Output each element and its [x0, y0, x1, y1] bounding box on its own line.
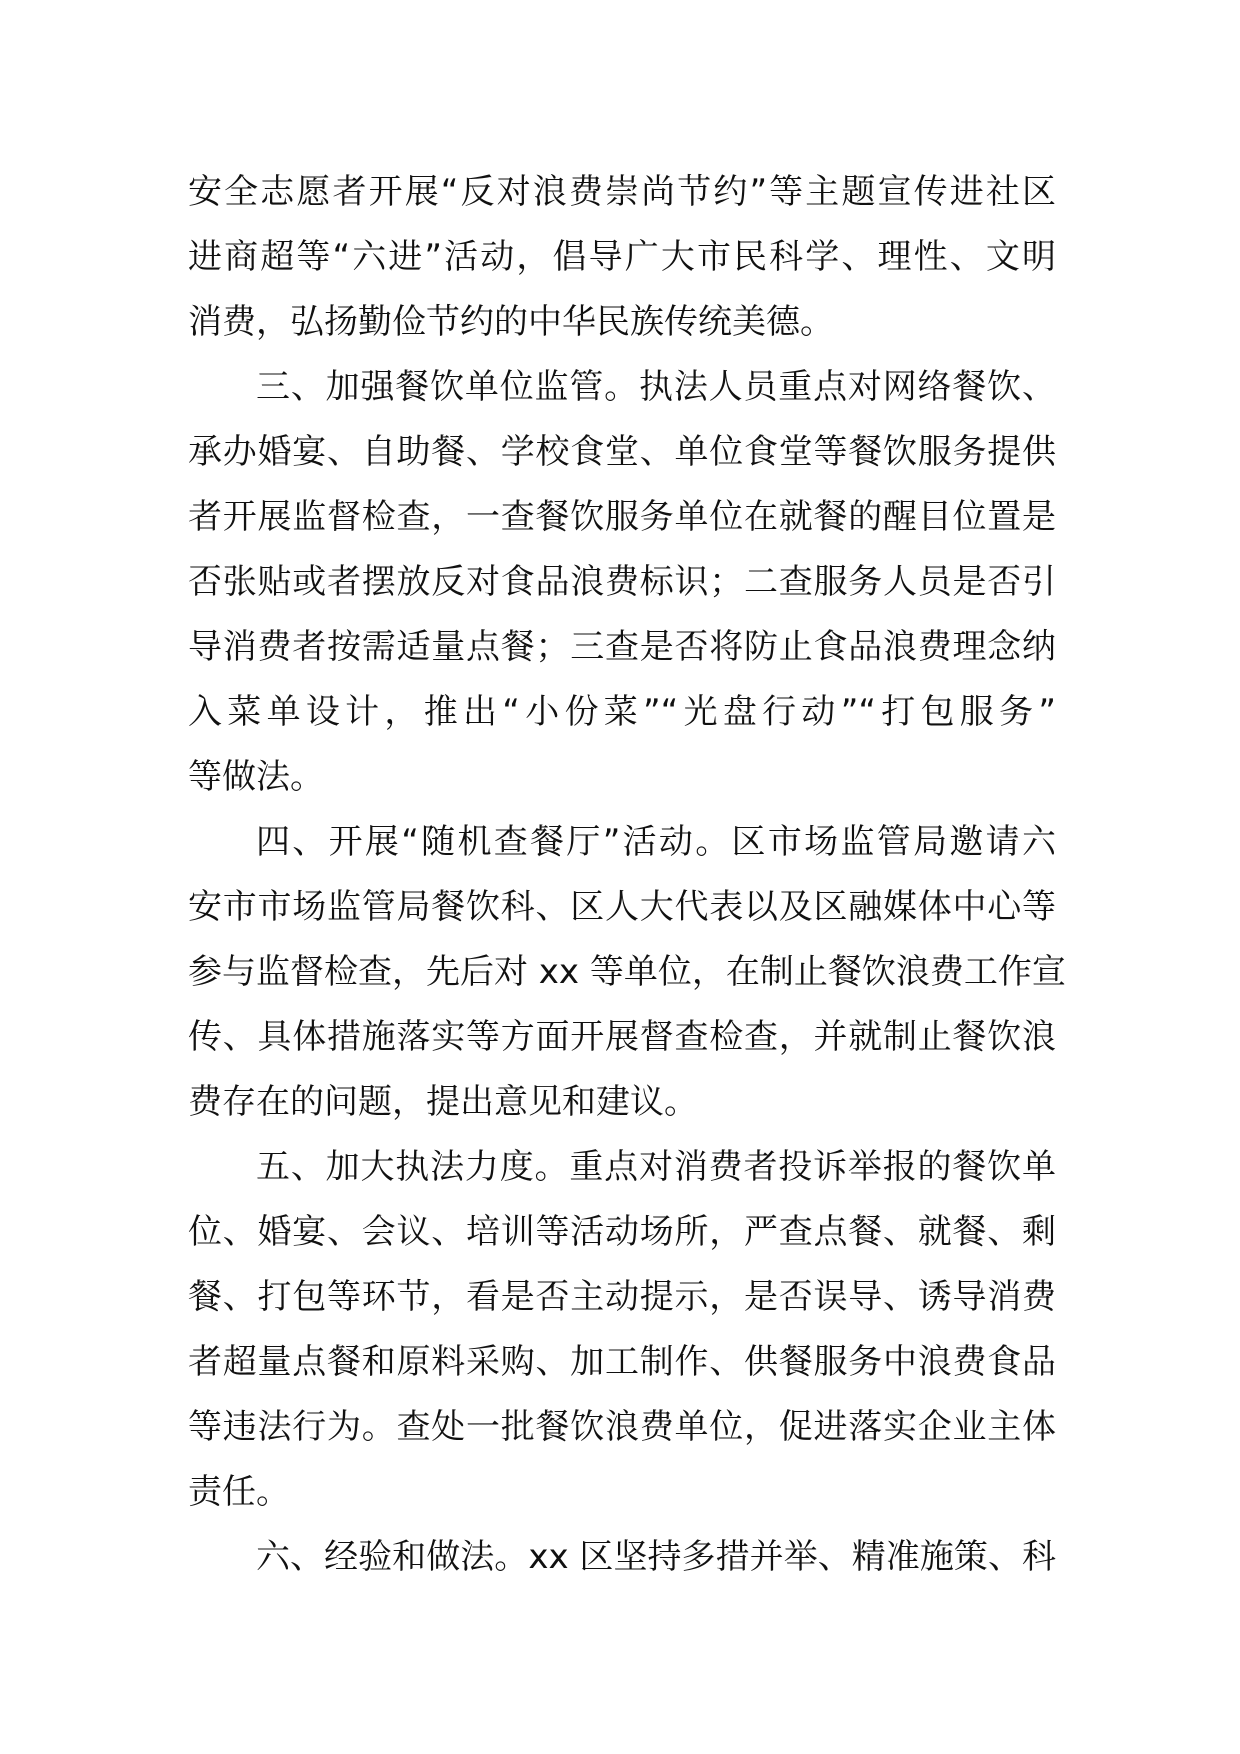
text-line: 等违法行为。查处一批餐饮浪费单位，促进落实企业主体 [188, 1407, 1056, 1447]
text-line: 四、开展“随机查餐厅”活动。区市场监管局邀请六 [256, 822, 1056, 862]
paragraph-3 [188, 810, 1066, 1135]
text-line: 费存在的问题，提出意见和建议。 [188, 1082, 698, 1122]
text-line: 等做法。 [188, 757, 324, 797]
text-line: 消费，弘扬勤俭节约的中华民族传统美德。 [188, 302, 834, 342]
text-line: 入菜单设计，推出“小份菜”“光盘行动”“打包服务” [188, 692, 1056, 732]
text-line: 六、经验和做法。xx 区坚持多措并举、精准施策、科 [256, 1537, 1056, 1577]
body-text [188, 160, 1066, 1590]
text-line: 餐、打包等环节，看是否主动提示，是否误导、诱导消费 [188, 1277, 1056, 1317]
paragraph-2 [188, 355, 1056, 810]
text-line: 位、婚宴、会议、培训等活动场所，严查点餐、就餐、剩 [188, 1212, 1056, 1252]
text-line: 导消费者按需适量点餐；三查是否将防止食品浪费理念纳 [188, 627, 1056, 667]
text-line: 参与监督检查，先后对 xx 等单位，在制止餐饮浪费工作宣 [188, 952, 1066, 992]
text-line: 否张贴或者摆放反对食品浪费标识；二查服务人员是否引 [188, 562, 1056, 602]
text-line: 责任。 [188, 1472, 290, 1512]
text-line: 承办婚宴、自助餐、学校食堂、单位食堂等餐饮服务提供 [188, 432, 1056, 472]
text-line: 者开展监督检查，一查餐饮服务单位在就餐的醒目位置是 [188, 497, 1056, 537]
text-line: 传、具体措施落实等方面开展督查检查，并就制止餐饮浪 [188, 1017, 1056, 1057]
paragraph-5 [188, 1525, 1056, 1590]
text-line: 者超量点餐和原料采购、加工制作、供餐服务中浪费食品 [188, 1342, 1056, 1382]
text-line: 进商超等“六进”活动，倡导广大市民科学、理性、文明 [188, 237, 1056, 277]
text-line: 安市市场监管局餐饮科、区人大代表以及区融媒体中心等 [188, 887, 1056, 927]
paragraph-4 [188, 1135, 1056, 1525]
text-line: 安全志愿者开展“反对浪费崇尚节约”等主题宣传进社区 [188, 172, 1056, 212]
paragraph-1 [188, 160, 1056, 355]
text-line: 三、加强餐饮单位监管。执法人员重点对网络餐饮、 [256, 367, 1056, 407]
text-line: 五、加大执法力度。重点对消费者投诉举报的餐饮单 [256, 1147, 1056, 1187]
